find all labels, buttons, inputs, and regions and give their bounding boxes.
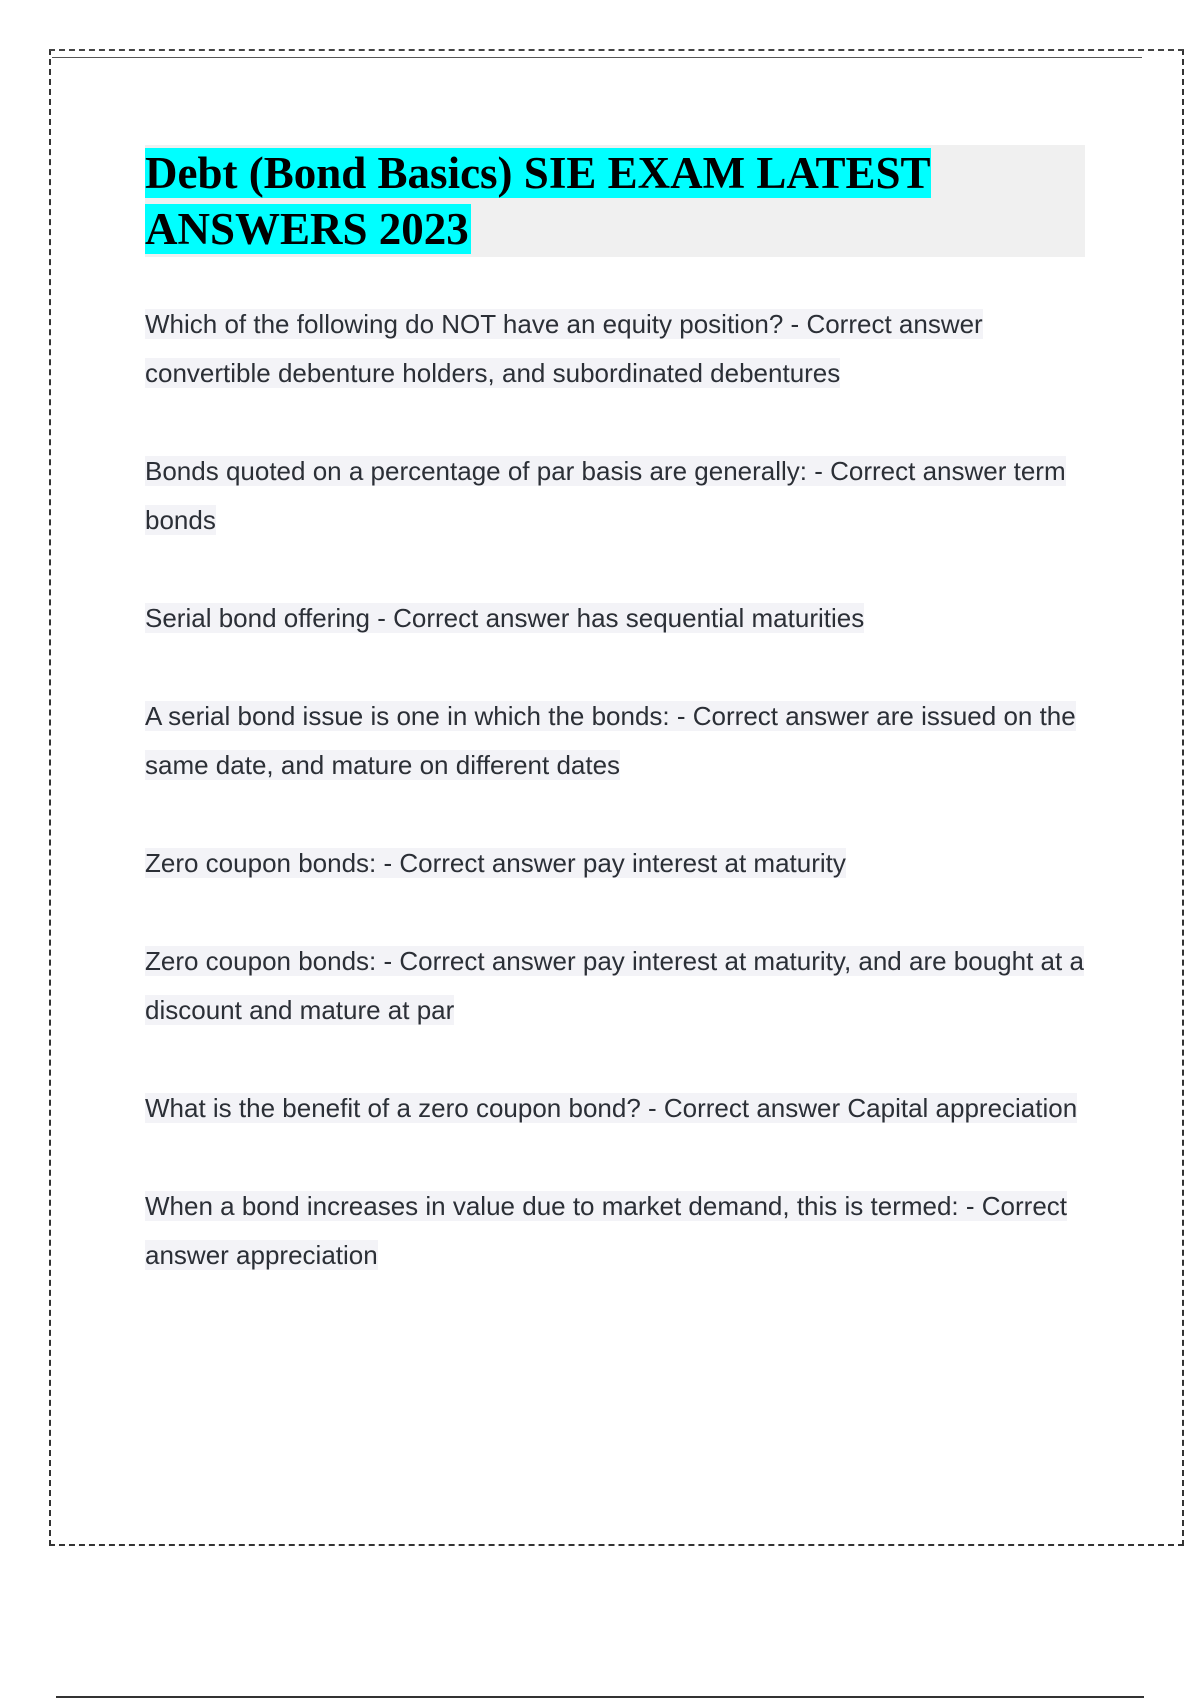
qa-entry-text: Bonds quoted on a percentage of par basis are generally: - Correct answer term bonds — [145, 456, 1066, 535]
document-title — [145, 145, 1085, 257]
qa-entry-3 — [145, 594, 1095, 643]
qa-entry-6 — [145, 937, 1095, 1035]
qa-entry-2 — [145, 447, 1095, 545]
document-title-text: Debt (Bond Basics) SIE EXAM LATEST ANSWERS 2023 — [145, 148, 931, 254]
top-rule — [52, 57, 1142, 58]
qa-entry-1 — [145, 300, 1095, 398]
qa-entry-4 — [145, 692, 1095, 790]
qa-entry-text: Zero coupon bonds: - Correct answer pay interest at maturity, and are bought at a discount and mature at par — [145, 946, 1084, 1025]
qa-entry-8 — [145, 1182, 1095, 1280]
qa-entry-5 — [145, 839, 1095, 888]
qa-list — [145, 300, 1095, 1329]
title-block — [145, 145, 1085, 257]
qa-entry-7 — [145, 1084, 1095, 1133]
qa-entry-text: Zero coupon bonds: - Correct answer pay interest at maturity — [145, 848, 846, 878]
qa-entry-text: Which of the following do NOT have an equity position? - Correct answer convertible debenture holders, and subordinated debentures — [145, 309, 983, 388]
bottom-rule — [56, 1696, 1144, 1698]
qa-entry-text: Serial bond offering - Correct answer has sequential maturities — [145, 603, 865, 633]
qa-entry-text: When a bond increases in value due to market demand, this is termed: - Correct answer appreciation — [145, 1191, 1067, 1270]
qa-entry-text: What is the benefit of a zero coupon bond? - Correct answer Capital appreciation — [145, 1093, 1078, 1123]
qa-entry-text: A serial bond issue is one in which the bonds: - Correct answer are issued on the same date, and mature on different dates — [145, 701, 1076, 780]
